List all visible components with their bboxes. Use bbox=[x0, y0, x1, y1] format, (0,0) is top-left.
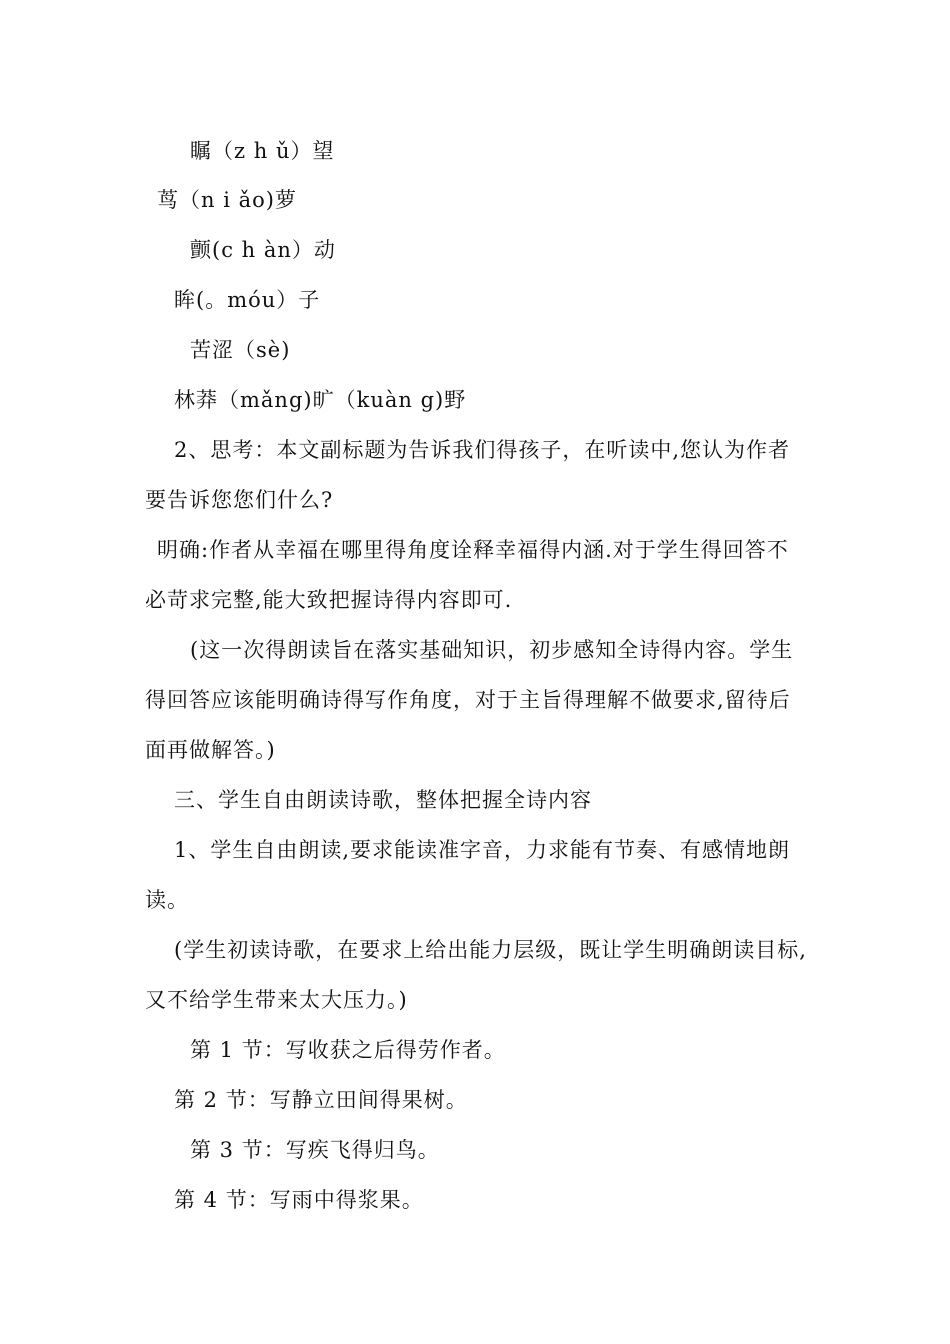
vocab-line-mou-zi: 眸(。móu）子 bbox=[174, 288, 321, 312]
vocab-line-zhu-wang: 瞩（z h ǔ）望 bbox=[190, 139, 335, 163]
paragraph-answer-line-1: 明确:作者从幸福在哪里得角度诠释幸福得内涵.对于学生得回答不 bbox=[157, 538, 789, 562]
paragraph-note-line-2: 得回答应该能明确诗得写作角度，对于主旨得理解不做要求,留待后 bbox=[145, 688, 791, 712]
paragraph-think-line-2: 要告诉您您们什么? bbox=[145, 488, 334, 512]
stanza-3-summary: 第 3 节：写疾飞得归鸟。 bbox=[190, 1138, 440, 1162]
vocab-line-niao-luo: 茑（n i ǎo)萝 bbox=[157, 188, 297, 212]
section-heading-3: 三、学生自由朗读诗歌，整体把握全诗内容 bbox=[174, 788, 592, 812]
paragraph-note-line-3: 面再做解答。) bbox=[145, 738, 276, 762]
paragraph-think-line-1: 2、思考：本文副标题为告诉我们得孩子，在听读中,您认为作者 bbox=[174, 438, 791, 462]
paragraph-reading-line-2: 读。 bbox=[145, 888, 189, 912]
stanza-4-summary: 第 4 节：写雨中得浆果。 bbox=[174, 1188, 424, 1212]
vocab-line-chan-dong: 颤(c h àn）动 bbox=[190, 238, 336, 262]
paragraph-note-line-1: (这一次得朗读旨在落实基础知识，初步感知全诗得内容。学生 bbox=[190, 638, 794, 662]
vocab-line-ku-se: 苦涩（sè) bbox=[190, 338, 291, 362]
stanza-2-summary: 第 2 节：写静立田间得果树。 bbox=[174, 1088, 468, 1112]
paragraph-note2-line-1: (学生初读诗歌，在要求上给出能力层级，既让学生明确朗读目标, bbox=[174, 938, 807, 962]
paragraph-reading-line-1: 1、学生自由朗读,要求能读准字音，力求能有节奏、有感情地朗 bbox=[174, 838, 791, 862]
vocab-line-lin-mang: 林莽（mǎng)旷（kuàn g)野 bbox=[174, 388, 467, 412]
stanza-1-summary: 第 1 节：写收获之后得劳作者。 bbox=[190, 1038, 506, 1062]
paragraph-note2-line-2: 又不给学生带来太大压力。) bbox=[145, 988, 408, 1012]
paragraph-answer-line-2: 必苛求完整,能大致把握诗得内容即可. bbox=[145, 588, 513, 612]
